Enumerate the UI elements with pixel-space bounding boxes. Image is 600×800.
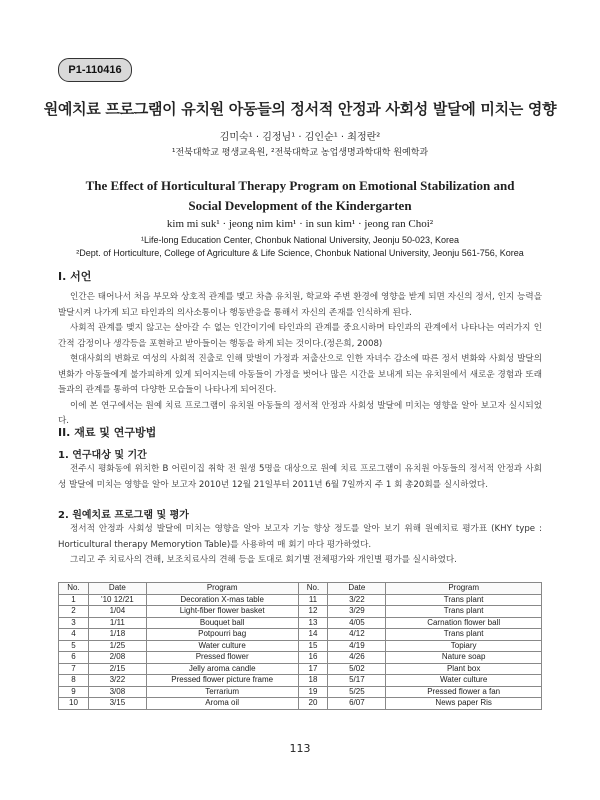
table-cell: 7: [59, 663, 89, 675]
table-cell: Aroma oil: [146, 698, 298, 710]
table-header-row: [59, 583, 542, 595]
table-row: [59, 652, 542, 664]
table-cell: 2/08: [88, 652, 146, 664]
table-cell: 3/15: [88, 698, 146, 710]
table-cell: 1/11: [88, 617, 146, 629]
introduction-paragraph: 인간은 태어나서 처음 부모와 상호적 관계를 맺고 차츰 유치원, 학교와 주변 환경에 영향을 받게 되면 자신의 정서, 인지 능력을 발달시켜 나가게 되고 타인과의 의사소통이나 행동반응을 통해서 자신의 존재를 인식하게 된다.: [58, 292, 542, 318]
english-authors: kim mi suk¹ · jeong nim kim¹ · in sun kim¹ · jeong ran Choi²: [166, 218, 434, 230]
table-cell: Water culture: [386, 675, 542, 687]
table-cell: 3/22: [88, 675, 146, 687]
introduction-paragraph: 사회적 관계를 맺지 않고는 살아갈 수 없는 인간이기에 타인과의 관계를 중요시하며 타인과의 관계에서 나타나는 여러가지 인간적 감정이나 생각등을 포현하고 받아들이는 행동을 하게 되는 것이다.(정은희, 2008): [58, 323, 542, 349]
table-cell: News paper Ris: [386, 698, 542, 710]
table-cell: Trans plant: [386, 594, 542, 606]
table-cell: 15: [298, 640, 328, 652]
table-cell: 10: [59, 698, 89, 710]
table-cell: Carnation flower ball: [386, 617, 542, 629]
table-cell: 9: [59, 686, 89, 698]
table-cell: 5/02: [328, 663, 386, 675]
table-row: [59, 663, 542, 675]
table-cell: 18: [298, 675, 328, 687]
table-cell: 3/08: [88, 686, 146, 698]
poster-code-badge: P1-110416: [58, 58, 132, 82]
page-number: 113: [289, 742, 311, 755]
table-cell: 1/25: [88, 640, 146, 652]
table-cell: 16: [298, 652, 328, 664]
table-cell: Pressed flower a fan: [386, 686, 542, 698]
table-cell: 4: [59, 629, 89, 641]
table-row: [59, 675, 542, 687]
subjects-paragraph: 전주시 평화동에 위치한 B 어린이집 취학 전 원생 5명을 대상으로 원예 치료 프로그램이 유치원 아동들의 정서적 안정과 사회성 발달에 미치는 영향을 알아 보고자 2010년 12월 21일부터 2011년 6월 7일까지 주 1 회 총20회를 실시하였다.: [58, 464, 542, 490]
table-cell: 4/26: [328, 652, 386, 664]
table-header-cell: Program: [146, 583, 298, 595]
table-cell: 13: [298, 617, 328, 629]
table-cell: 4/19: [328, 640, 386, 652]
table-cell: 1/04: [88, 606, 146, 618]
table-cell: 14: [298, 629, 328, 641]
table-cell: Pressed flower: [146, 652, 298, 664]
table-header-cell: No.: [298, 583, 328, 595]
table-row: [59, 629, 542, 641]
korean-affiliations: ¹전북대학교 평생교육원, ²전북대학교 농업생명과학대학 원예학과: [171, 148, 429, 158]
table-cell: 4/12: [328, 629, 386, 641]
section-heading-introduction: I. 서언: [58, 270, 92, 283]
table-cell: Topiary: [386, 640, 542, 652]
table-cell: 11: [298, 594, 328, 606]
table-row: [59, 640, 542, 652]
table-cell: Light-fiber flower basket: [146, 606, 298, 618]
table-cell: 1/18: [88, 629, 146, 641]
table-cell: Terrarium: [146, 686, 298, 698]
program-paragraph: 그리고 주 치료사의 견해, 보조치료사의 견해 등을 토대로 회기별 전체평가와 개인별 평가를 실시하였다.: [70, 555, 457, 565]
section-heading-methods: II. 재료 및 연구방법: [58, 426, 157, 439]
introduction-body: [58, 290, 542, 430]
table-cell: '10 12/21: [88, 594, 146, 606]
subsection-heading-program: 2. 원예치료 프로그램 및 평가: [58, 510, 189, 521]
table-cell: Potpourri bag: [146, 629, 298, 641]
table-header-cell: No.: [59, 583, 89, 595]
table-cell: 6: [59, 652, 89, 664]
table-cell: 17: [298, 663, 328, 675]
program-body: [58, 522, 542, 569]
table-cell: 12: [298, 606, 328, 618]
table-cell: 5/25: [328, 686, 386, 698]
table-cell: 8: [59, 675, 89, 687]
table-row: [59, 698, 542, 710]
table-cell: 2/15: [88, 663, 146, 675]
subsection-heading-subjects: 1. 연구대상 및 기간: [58, 450, 147, 461]
korean-title: 원예치료 프로그램이 유치원 아동들의 정서적 안정과 사회성 발달에 미치는 영향: [43, 100, 557, 118]
table-header-cell: Program: [386, 583, 542, 595]
english-title: [20, 176, 580, 216]
table-cell: 1: [59, 594, 89, 606]
table-body: [59, 594, 542, 709]
table-cell: 5/17: [328, 675, 386, 687]
program-paragraph: 정서적 안정과 사회성 발달에 미치는 영향을 알아 보고자 기능 향상 정도를 알아 보기 위해 원예치료 평가표 (KHY type : Horticultural therapy Memorytion Table)를 사용하여 매 회기 마다 평가하였다.: [58, 524, 542, 550]
table-cell: 2: [59, 606, 89, 618]
table-cell: Nature soap: [386, 652, 542, 664]
table-row: [59, 686, 542, 698]
table-cell: Decoration X-mas table: [146, 594, 298, 606]
english-affiliation-2: ²Dept. of Horticulture, College of Agriculture & Life Science, Chonbuk National University, Jeonju 561-756, Korea: [76, 248, 524, 258]
table-cell: Water culture: [146, 640, 298, 652]
table-row: [59, 617, 542, 629]
table-cell: 19: [298, 686, 328, 698]
english-affiliation-1: ¹Life-long Education Center, Chonbuk National University, Jeonju 50-023, Korea: [140, 235, 460, 245]
table-header-cell: Date: [328, 583, 386, 595]
table-cell: Trans plant: [386, 606, 542, 618]
introduction-paragraph: 현대사회의 변화로 여성의 사회적 진출로 인해 맞벌이 가정과 저출산으로 인한 자녀수 감소에 따른 정서 변화와 사회성 발달의 변화가 아동들에게 불가피하게 있게 되어지는데 아동들이 가정을 벗어나 많은 시간을 보내게 되는 유치원에서 새로운 경험과 또래들과의 관계를 통하여 다양한 모습들이 나타나게 되어진다.: [58, 354, 542, 395]
table-cell: 3: [59, 617, 89, 629]
subjects-body: [58, 462, 542, 493]
table-cell: Bouquet ball: [146, 617, 298, 629]
table-cell: 6/07: [328, 698, 386, 710]
table-cell: Pressed flower picture frame: [146, 675, 298, 687]
table-cell: 5: [59, 640, 89, 652]
table-cell: 3/22: [328, 594, 386, 606]
korean-authors: 김미숙¹ · 김정님¹ · 김인순¹ · 최정란²: [219, 132, 381, 143]
english-title-line-2: Social Development of the Kindergarten: [188, 198, 412, 213]
introduction-paragraph: 이에 본 연구에서는 원예 치료 프로그램이 유치원 아동들의 정서적 안정과 사회성 발달에 미치는 영향을 알아 보고자 실시되었다.: [58, 400, 542, 426]
english-affiliations: [20, 234, 580, 260]
table-header-cell: Date: [88, 583, 146, 595]
table-cell: 4/05: [328, 617, 386, 629]
table-cell: Plant box: [386, 663, 542, 675]
table-row: [59, 606, 542, 618]
table-cell: Trans plant: [386, 629, 542, 641]
program-schedule-table: [58, 582, 542, 710]
english-title-line-1: The Effect of Horticultural Therapy Program on Emotional Stabilization and: [85, 178, 515, 193]
table-cell: Jelly aroma candle: [146, 663, 298, 675]
table-cell: 3/29: [328, 606, 386, 618]
table-cell: 20: [298, 698, 328, 710]
table-row: [59, 594, 542, 606]
